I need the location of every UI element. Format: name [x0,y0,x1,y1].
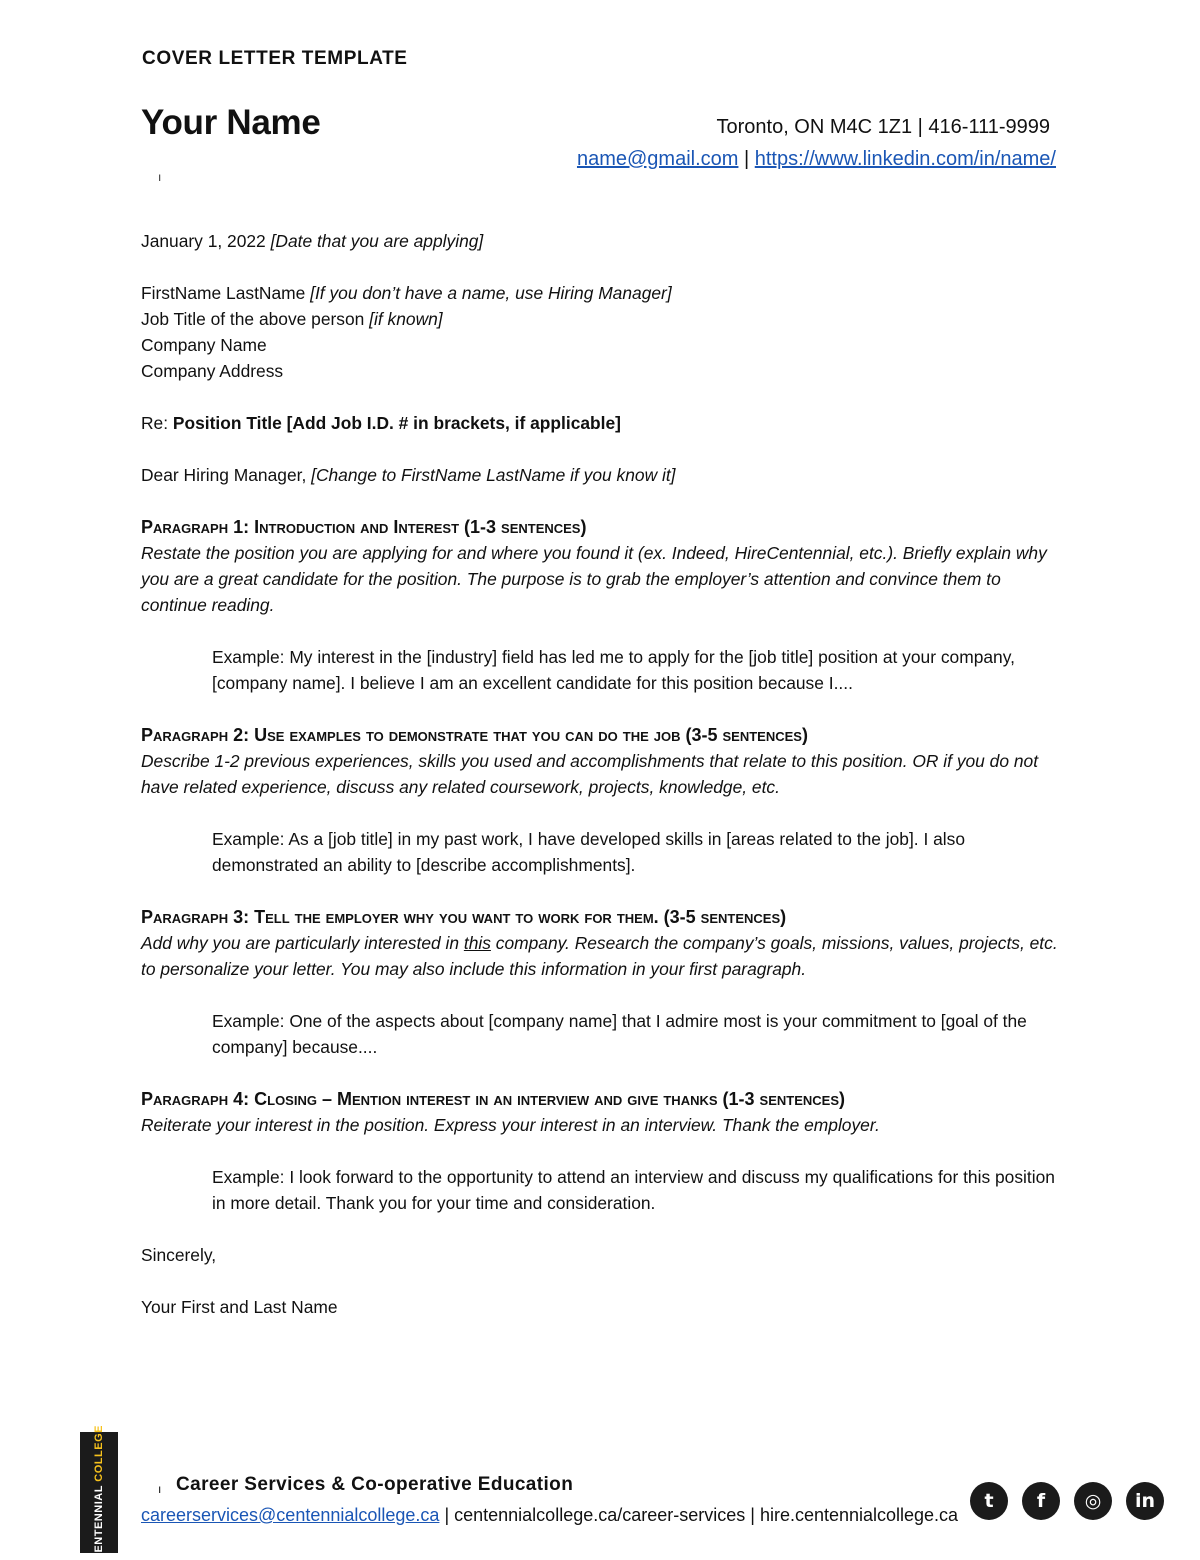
logo-line-1: CENTENNIAL [93,1484,105,1560]
social-icons [970,1482,1164,1520]
paragraph-3-heading: Paragraph 3: Tell the employer why you want to work for them. (3-5 sentences) [141,907,787,927]
re-line [141,410,1061,436]
footer-cursor-mark: ı [158,1482,162,1496]
college-logo [80,1424,118,1560]
job-title: Job Title of the above person [141,309,370,329]
date-line [141,228,1061,254]
footer-title: Career Services & Co-operative Education [176,1474,574,1495]
signature: Your First and Last Name [141,1297,338,1317]
cursor-mark: ı [158,170,162,184]
location-phone: Toronto, ON M4C 1Z1 | 416-111-9999 [716,116,1050,138]
paragraph-3-example: Example: One of the aspects about [company name] that I admire most is your commitment to [goal of the company] because.... [212,1011,1027,1057]
p3-desc-start: Add why you are particularly interested in [141,933,464,953]
date-note: [Date that you are applying] [270,231,484,251]
paragraph-4-heading: Paragraph 4: Closing – Mention interest in an interview and give thanks (1-3 sentences) [141,1089,845,1109]
salutation: Dear Hiring Manager, [141,465,312,485]
company-address: Company Address [141,361,284,381]
footer-contact [141,1505,958,1526]
re-prefix: Re: [141,413,173,433]
document-title: COVER LETTER TEMPLATE [142,48,408,69]
logo-line-2: COLLEGE [93,1424,105,1482]
contact-links [577,148,1056,171]
paragraph-2-description: Describe 1-2 previous experiences, skills you used and accomplishments that relate to this position. OR if you do not have related experience, discuss any related coursework, projects, knowledge, etc. [141,751,1039,797]
contact-separator: | [738,148,755,170]
paragraph-4-example: Example: I look forward to the opportunity to attend an interview and discuss my qualifications for this position in more detail. Thank you for your time and consideration. [212,1167,1055,1213]
paragraph-1-description: Restate the position you are applying for and where you found it (ex. Indeed, HireCentennial, etc.). Briefly explain why you are a great candidate for the position. The purpose is to grab the employer’s attention and convince them to continue reading. [141,543,1047,615]
linkedin-icon[interactable]: in [1126,1482,1164,1520]
paragraph-3-description [141,930,1061,982]
email-link[interactable]: name@gmail.com [576,148,739,170]
job-title-note: [if known] [369,309,443,329]
job-title-line [141,306,1061,332]
re-text: Position Title [Add Job I.D. # in brackets, if applicable] [172,413,621,433]
applicant-name: Your Name [141,103,321,142]
closing: Sincerely, [141,1245,217,1265]
date: January 1, 2022 [141,231,271,251]
linkedin-link[interactable]: https://www.linkedin.com/in/name/ [754,148,1056,170]
letter-body [141,228,1061,1320]
paragraph-2-heading: Paragraph 2: Use examples to demonstrate that you can do the job (3-5 sentences) [141,725,808,745]
paragraph-2-example: Example: As a [job title] in my past work, I have developed skills in [areas related to the job]. I also demonstrated an ability to [describe accomplishments]. [212,829,966,875]
salutation-line [141,462,1061,488]
paragraph-4-description: Reiterate your interest in the position. Express your interest in an interview. Thank the employer. [141,1115,880,1135]
recipient-line [141,280,1061,306]
facebook-icon[interactable]: f [1022,1482,1060,1520]
paragraph-1-example: Example: My interest in the [industry] field has led me to apply for the [job title] position at your company, [company name]. I believe I am an excellent candidate for this position because I.... [212,647,1015,693]
p3-desc-end: company. Research the company’s goals, missions, values, projects, etc. to personalize your letter. You may also include this information in your first paragraph. [141,933,1063,979]
recipient-note: [If you don’t have a name, use Hiring Manager] [310,283,672,303]
recipient-name: FirstName LastName [141,283,311,303]
paragraph-1-heading: Paragraph 1: Introduction and Interest (1-3 sentences) [141,517,587,537]
company-name: Company Name [141,335,267,355]
twitter-icon[interactable]: t [970,1482,1008,1520]
salutation-note: [Change to FirstName LastName if you know it] [311,465,676,485]
instagram-icon[interactable]: ◎ [1074,1482,1112,1520]
p3-desc-emphasis: this [463,933,491,953]
footer-email-link[interactable]: careerservices@centennialcollege.ca [141,1505,440,1525]
footer-links-text: | centennialcollege.ca/career-services | hire.centennialcollege.ca [439,1505,959,1525]
